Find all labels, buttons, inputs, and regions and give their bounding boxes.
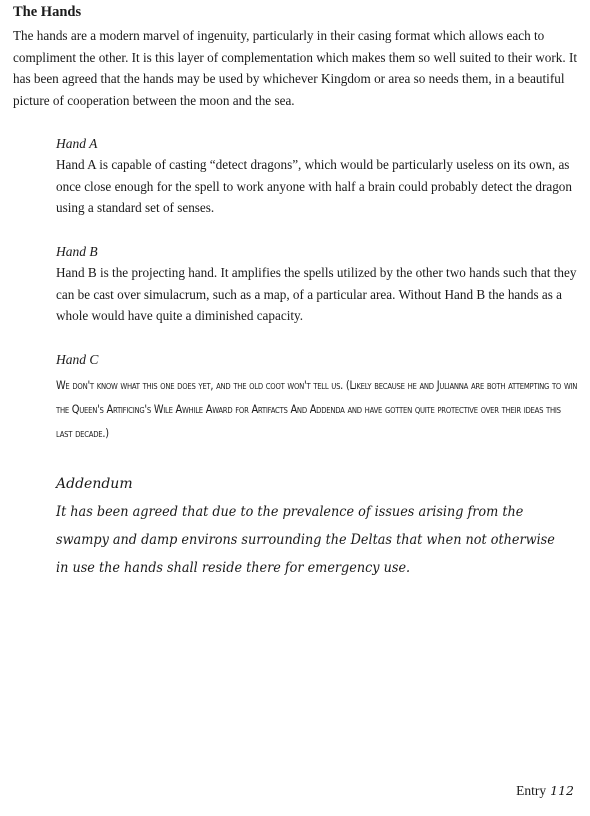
- section-body-hand-a: Hand A is capable of casting “detect dragons”, which would be particularly useless on its own, as once close enough for the spell to work anyone with half a brain could probably detect the dragon using a standard set of senses.: [56, 157, 572, 216]
- section-title-hand-a: Hand A: [56, 136, 98, 151]
- section-body-hand-c: We don't know what this one does yet, and the old coot won't tell us. (Likely because he and Julianna are both attempting to win the Queen's Artificing's Wile Awhile Award for Artifacts And Addenda and have gotten quite protective over their ideas this last decade.): [56, 378, 578, 440]
- section-title-addendum: Addendum: [56, 476, 133, 492]
- section-addendum: [56, 474, 578, 582]
- intro-paragraph: The hands are a modern marvel of ingenuity, particularly in their casing format which allows each to compliment the other. It is this layer of complementation which makes them so well suited to their work. It has been agreed that the hands may be used by whichever Kingdom or area so needs them, in a beautiful picture of cooperation between the moon and the sea.: [13, 28, 578, 108]
- section-title-hand-b: Hand B: [56, 244, 98, 259]
- entry-label: Entry: [516, 783, 547, 798]
- entry-number: 112: [550, 783, 574, 798]
- page-title: The Hands: [13, 4, 82, 20]
- section-title-hand-c: Hand C: [56, 352, 99, 367]
- entry-footer: [516, 783, 574, 799]
- section-body-hand-b: Hand B is the projecting hand. It amplifies the spells utilized by the other two hands such that they can be cast over simulacrum, such as a map, of a particular area. Without Hand B the hands as a whole would have quite a diminished capacity.: [56, 265, 577, 324]
- section-body-addendum: It has been agreed that due to the prevalence of issues arising from the swampy and damp environs surrounding the Deltas that when not otherwise in use the hands shall reside there for emergency use.: [56, 504, 555, 576]
- section-hand-b: [56, 242, 578, 327]
- section-hand-a: [56, 134, 578, 219]
- section-hand-c: [56, 350, 578, 445]
